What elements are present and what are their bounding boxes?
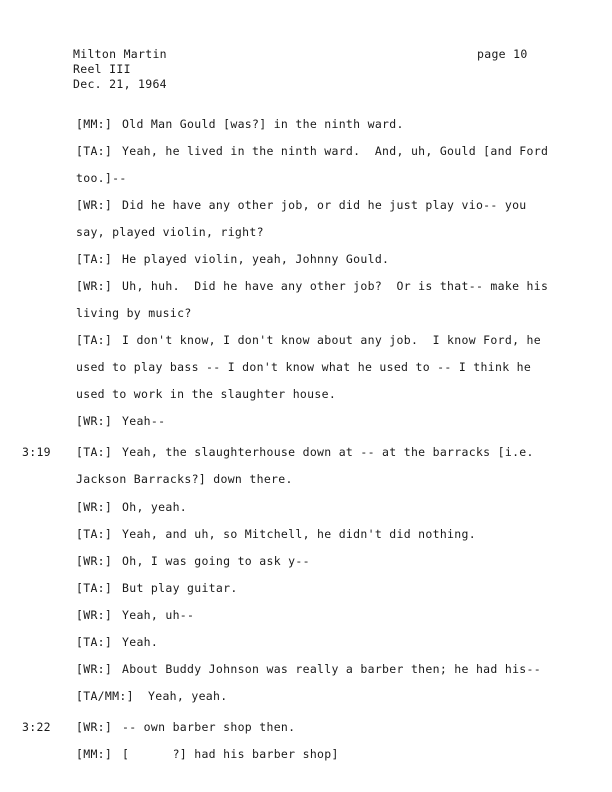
utterance-text: I don't know, I don't know about any job. I know Ford, he — [122, 333, 541, 347]
utterance-text: living by music? — [76, 306, 192, 320]
utterance-text: Yeah, uh-- — [122, 608, 195, 622]
tape-timestamp: 3:22 — [22, 720, 51, 734]
transcript-line — [76, 747, 339, 761]
transcript-line — [76, 720, 295, 734]
utterance-text: Jackson Barracks?] down there. — [76, 472, 293, 486]
utterance-text: Yeah. — [122, 635, 159, 649]
utterance-text: Oh, yeah. — [122, 500, 188, 514]
transcript-line — [76, 689, 227, 703]
transcript-line — [76, 198, 527, 212]
utterance-text: Did he have any other job, or did he just play vio-- you — [122, 198, 527, 212]
transcript-line — [76, 225, 264, 239]
speaker-tag: [TA/MM:] — [76, 689, 134, 703]
utterance-text: Yeah, the slaughterhouse down at -- at the barracks [i.e. — [122, 445, 534, 459]
utterance-text: He played violin, yeah, Johnny Gould. — [122, 252, 390, 266]
transcript-line — [76, 527, 476, 541]
speaker-tag: [WR:] — [76, 279, 113, 293]
transcript-line — [76, 144, 548, 158]
speaker-tag: [TA:] — [76, 527, 113, 541]
transcript-line — [76, 662, 541, 676]
utterance-text: used to work in the slaughter house. — [76, 387, 337, 401]
utterance-text: used to play bass -- I don't know what he used to -- I think he — [76, 360, 532, 374]
speaker-tag: [WR:] — [76, 554, 113, 568]
speaker-tag: [TA:] — [76, 144, 113, 158]
speaker-tag: [WR:] — [76, 720, 113, 734]
speaker-tag: [TA:] — [76, 635, 113, 649]
transcript-line — [76, 414, 165, 428]
transcript-line — [76, 608, 194, 622]
page-number: page 10 — [477, 47, 528, 61]
transcript-line — [76, 306, 192, 320]
utterance-text: Uh, huh. Did he have any other job? Or is that-- make his — [122, 279, 549, 293]
speaker-tag: [TA:] — [76, 581, 113, 595]
speaker-tag: [WR:] — [76, 662, 113, 676]
utterance-text: too.]-- — [76, 171, 127, 185]
interviewee-name: Milton Martin — [73, 47, 167, 61]
transcript-line — [76, 279, 548, 293]
speaker-tag: [WR:] — [76, 608, 113, 622]
speaker-tag: [TA:] — [76, 445, 113, 459]
transcript-line — [76, 171, 127, 185]
speaker-tag: [TA:] — [76, 333, 113, 347]
utterance-text: Yeah, and uh, so Mitchell, he didn't did nothing. — [122, 527, 476, 541]
utterance-text: Yeah, yeah. — [148, 689, 228, 703]
speaker-tag: [TA:] — [76, 252, 113, 266]
utterance-text: Yeah-- — [122, 414, 166, 428]
reel-label: Reel III — [73, 62, 131, 76]
speaker-tag: [MM:] — [76, 747, 113, 761]
transcript-line — [76, 252, 389, 266]
utterance-text: Old Man Gould [was?] in the ninth ward. — [122, 117, 404, 131]
interview-date: Dec. 21, 1964 — [73, 77, 167, 91]
transcript-line — [76, 387, 336, 401]
transcript-line — [76, 445, 534, 459]
utterance-text: About Buddy Johnson was really a barber then; he had his-- — [122, 662, 541, 676]
utterance-text: Yeah, he lived in the ninth ward. And, uh, Gould [and Ford — [122, 144, 549, 158]
speaker-tag: [WR:] — [76, 198, 113, 212]
utterance-text: [ ?] had his barber shop] — [122, 747, 339, 761]
transcript-line — [76, 117, 404, 131]
speaker-tag: [WR:] — [76, 500, 113, 514]
transcript-line — [76, 581, 238, 595]
utterance-text: -- own barber shop then. — [122, 720, 296, 734]
speaker-tag: [MM:] — [76, 117, 113, 131]
transcript-line — [76, 635, 158, 649]
transcript-line — [76, 472, 293, 486]
transcript-line — [76, 360, 531, 374]
tape-timestamp: 3:19 — [22, 445, 51, 459]
utterance-text: say, played violin, right? — [76, 225, 264, 239]
speaker-tag: [WR:] — [76, 414, 113, 428]
utterance-text: Oh, I was going to ask y-- — [122, 554, 310, 568]
transcript-line — [76, 554, 310, 568]
utterance-text: But play guitar. — [122, 581, 238, 595]
transcript-line — [76, 500, 187, 514]
transcript-line — [76, 333, 541, 347]
